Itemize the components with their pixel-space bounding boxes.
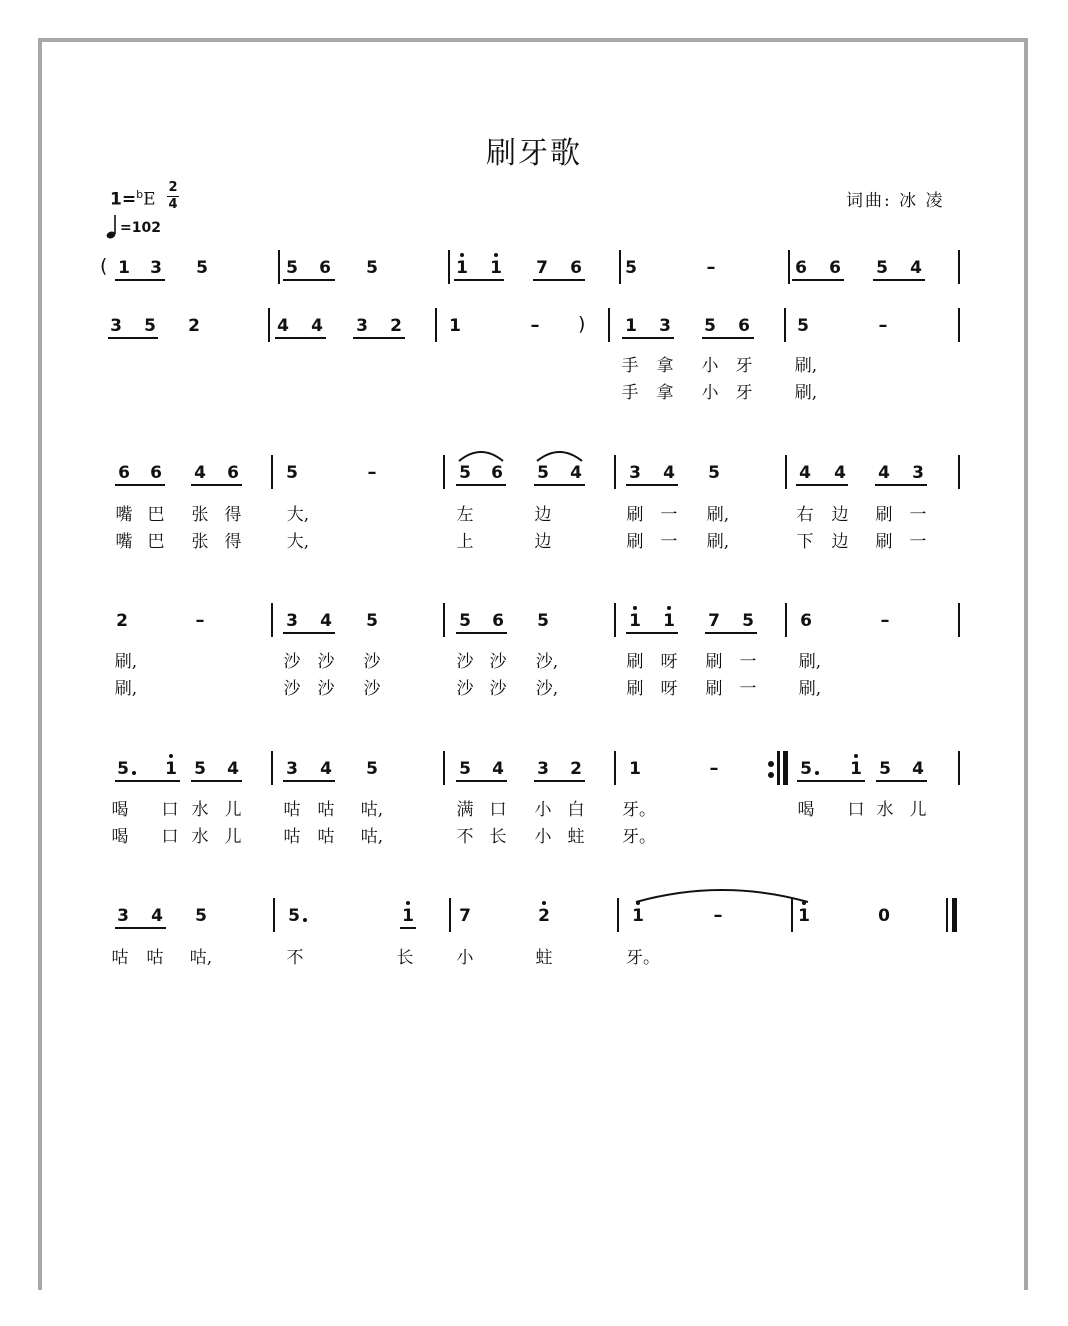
note: 4: [912, 759, 924, 779]
barline: [958, 603, 960, 637]
lyric: 刷,: [706, 505, 730, 525]
lyric: 沙: [317, 679, 335, 699]
lyric: 咕,: [189, 948, 213, 968]
beam-underline: [796, 484, 848, 486]
lyric: 刷: [626, 679, 644, 699]
lyric: 沙: [489, 679, 507, 699]
lyric: 刷: [626, 505, 644, 525]
high-octave-dot: [667, 606, 671, 610]
note: 5: [742, 611, 754, 631]
lyric: 沙: [489, 652, 507, 672]
lyric: 儿: [224, 827, 242, 847]
lyric: 刷: [875, 505, 893, 525]
lyric: 刷: [626, 652, 644, 672]
barline: [958, 455, 960, 489]
lyric: 右: [796, 505, 814, 525]
barline: [608, 308, 610, 342]
lyric: 边: [831, 505, 849, 525]
lyric: 小: [534, 827, 552, 847]
time-signature: [166, 180, 180, 213]
note: 1: [663, 611, 675, 631]
note: 5: [288, 906, 300, 926]
lyric: 下: [796, 532, 814, 552]
time-signature-top: 2: [168, 180, 178, 195]
note: 7: [708, 611, 720, 631]
note: 3: [150, 258, 162, 278]
barline: [448, 250, 450, 284]
beam-underline: [533, 279, 585, 281]
note: 6: [319, 258, 331, 278]
repeat-end-barline-icon: [777, 751, 780, 785]
lyric: 拿: [656, 383, 674, 403]
note: 4: [663, 463, 675, 483]
lyric: 刷,: [794, 356, 818, 376]
barline: [271, 603, 273, 637]
note: 5: [366, 759, 378, 779]
lyric: 咕,: [360, 827, 384, 847]
beam-underline: [275, 337, 326, 339]
time-signature-bottom: 4: [168, 197, 178, 212]
note: 2: [188, 316, 200, 336]
lyric: 一: [660, 505, 678, 525]
barline: [614, 603, 616, 637]
note: 6: [829, 258, 841, 278]
lyric: 刷: [705, 679, 723, 699]
barline: [784, 308, 786, 342]
lyric: 一: [909, 532, 927, 552]
lyric: 张: [191, 532, 209, 552]
lyric: 刷,: [114, 679, 138, 699]
note: 4: [878, 463, 890, 483]
note: 6: [492, 611, 504, 631]
note: 5: [459, 463, 471, 483]
note: 4: [194, 463, 206, 483]
lyric: 大,: [286, 505, 310, 525]
lyric: 小: [701, 383, 719, 403]
beam-underline: [115, 780, 180, 782]
sustain-dash: –: [530, 315, 540, 336]
lyric: 小: [534, 800, 552, 820]
beam-underline: [875, 484, 927, 486]
barline: [449, 898, 451, 932]
note: 7: [459, 906, 471, 926]
high-octave-dot: [460, 253, 464, 257]
final-barline-icon: [946, 898, 948, 932]
beam-underline: [454, 279, 504, 281]
note: 2: [116, 611, 128, 631]
lyric: 牙: [735, 383, 753, 403]
note: 5: [800, 759, 812, 779]
note: 5: [194, 759, 206, 779]
lyric: 嘴: [115, 532, 133, 552]
lyric: 左: [456, 505, 474, 525]
note: 1: [625, 316, 637, 336]
beam-underline: [353, 337, 405, 339]
tempo-value: =102: [120, 220, 161, 236]
note: 0: [878, 906, 890, 926]
note: 4: [834, 463, 846, 483]
barline: [958, 250, 960, 284]
lyric: 水: [876, 800, 894, 820]
beam-underline: [534, 780, 585, 782]
lyric: 边: [534, 532, 552, 552]
note: 3: [659, 316, 671, 336]
barline: [443, 455, 445, 489]
repeat-dot: [768, 772, 774, 778]
note: 3: [629, 463, 641, 483]
note: 1: [629, 611, 641, 631]
augmentation-dot: [132, 771, 136, 775]
note: 1: [449, 316, 461, 336]
lyric: 咕: [283, 800, 301, 820]
beam-underline: [191, 484, 242, 486]
lyric: 呀: [660, 679, 678, 699]
note: 5: [797, 316, 809, 336]
beam-underline: [283, 632, 335, 634]
beam-underline: [283, 279, 335, 281]
note: 1: [490, 258, 502, 278]
note: 4: [492, 759, 504, 779]
note: 6: [150, 463, 162, 483]
beam-underline: [115, 279, 165, 281]
lyric: 刷,: [798, 652, 822, 672]
note: 5: [459, 611, 471, 631]
note: 3: [356, 316, 368, 336]
lyric: 牙。: [622, 800, 656, 820]
lyric: 咕: [317, 827, 335, 847]
close-parenthesis: ): [578, 313, 586, 335]
lyric: 蛀: [535, 948, 553, 968]
note: 5: [879, 759, 891, 779]
note: 5: [704, 316, 716, 336]
note: 5: [286, 463, 298, 483]
note: 4: [311, 316, 323, 336]
note: 4: [320, 759, 332, 779]
lyric: 刷: [705, 652, 723, 672]
note: 5: [366, 611, 378, 631]
note: 1: [456, 258, 468, 278]
lyric: 口: [161, 827, 179, 847]
note: 5: [708, 463, 720, 483]
barline: [785, 455, 787, 489]
lyric: 牙: [735, 356, 753, 376]
barline: [614, 751, 616, 785]
beam-underline: [792, 279, 844, 281]
barline: [958, 308, 960, 342]
lyric: 一: [739, 652, 757, 672]
lyric: 小: [701, 356, 719, 376]
high-octave-dot: [406, 901, 410, 905]
barline: [271, 455, 273, 489]
lyric: 沙: [363, 679, 381, 699]
lyric: 呀: [660, 652, 678, 672]
lyric: 不: [286, 948, 304, 968]
beam-underline: [456, 780, 507, 782]
lyric: 刷,: [798, 679, 822, 699]
lyric: 沙,: [535, 652, 559, 672]
barline: [443, 751, 445, 785]
note: 5: [195, 906, 207, 926]
beam-underline: [456, 484, 506, 486]
barline: [268, 308, 270, 342]
beam-underline: [115, 927, 166, 929]
lyric: 蛀: [567, 827, 585, 847]
note: 3: [286, 611, 298, 631]
barline: [435, 308, 437, 342]
note: 4: [910, 258, 922, 278]
lyric: 咕: [111, 948, 129, 968]
sustain-dash: –: [878, 315, 888, 336]
key-tonic: E: [143, 189, 156, 210]
beam-underline: [283, 780, 335, 782]
note: 6: [570, 258, 582, 278]
lyric: 沙: [317, 652, 335, 672]
note: 1: [850, 759, 862, 779]
note: 2: [570, 759, 582, 779]
note: 1: [632, 906, 644, 926]
note: 1: [629, 759, 641, 779]
beam-underline: [534, 484, 585, 486]
note: 2: [390, 316, 402, 336]
lyric: 刷: [875, 532, 893, 552]
composer-credit: 词曲: 冰 凌: [846, 191, 945, 211]
key-signature: [110, 188, 155, 210]
lyric: 沙: [283, 652, 301, 672]
note: 4: [320, 611, 332, 631]
note: 5: [876, 258, 888, 278]
barline: [443, 603, 445, 637]
lyric: 白: [567, 800, 585, 820]
note: 5: [144, 316, 156, 336]
lyric: 长: [396, 948, 414, 968]
note: 6: [795, 258, 807, 278]
note: 5: [537, 463, 549, 483]
note: 6: [491, 463, 503, 483]
lyric: 边: [534, 505, 552, 525]
final-barline-thick: [952, 898, 957, 932]
beam-underline: [626, 632, 678, 634]
lyric: 沙: [456, 652, 474, 672]
sustain-dash: –: [709, 758, 719, 779]
lyric: 口: [489, 800, 507, 820]
quarter-note-icon: [106, 214, 120, 240]
beam-underline: [876, 780, 927, 782]
slur-arc: [634, 884, 810, 904]
note: 5: [117, 759, 129, 779]
lyric: 水: [191, 800, 209, 820]
lyric: 嘴: [115, 505, 133, 525]
note: 4: [151, 906, 163, 926]
note: 4: [799, 463, 811, 483]
note: 3: [117, 906, 129, 926]
lyric: 张: [191, 505, 209, 525]
beam-underline: [456, 632, 507, 634]
note: 1: [165, 759, 177, 779]
lyric: 刷,: [706, 532, 730, 552]
lyric: 儿: [909, 800, 927, 820]
note: 3: [110, 316, 122, 336]
open-parenthesis: (: [100, 255, 108, 277]
note: 2: [538, 906, 550, 926]
barline: [614, 455, 616, 489]
tie-arc: [457, 447, 505, 463]
note: 5: [459, 759, 471, 779]
lyric: 一: [739, 679, 757, 699]
song-title: 刷牙歌: [486, 136, 582, 171]
lyric: 沙,: [535, 679, 559, 699]
sustain-dash: –: [880, 610, 890, 631]
lyric: 得: [224, 532, 242, 552]
note: 6: [800, 611, 812, 631]
tie-arc: [535, 447, 584, 463]
lyric: 小: [456, 948, 474, 968]
sustain-dash: –: [367, 462, 377, 483]
repeat-end-barline-thick: [783, 751, 788, 785]
lyric: 咕: [146, 948, 164, 968]
lyric: 一: [660, 532, 678, 552]
lyric: 边: [831, 532, 849, 552]
tempo-marking: [106, 214, 161, 244]
lyric: 口: [161, 800, 179, 820]
note: 6: [738, 316, 750, 336]
lyric: 喝: [797, 800, 815, 820]
lyric: 儿: [224, 800, 242, 820]
barline: [958, 751, 960, 785]
note: 4: [277, 316, 289, 336]
dot: [542, 901, 546, 905]
high-octave-dot: [633, 606, 637, 610]
note: 7: [536, 258, 548, 278]
lyric: 沙: [456, 679, 474, 699]
lyric: 不: [456, 827, 474, 847]
lyric: 手: [621, 383, 639, 403]
barline: [273, 898, 275, 932]
barline: [278, 250, 280, 284]
beam-underline: [108, 337, 158, 339]
sustain-dash: –: [706, 257, 716, 278]
note: 6: [118, 463, 130, 483]
barline: [619, 250, 621, 284]
barline: [788, 250, 790, 284]
note: 3: [286, 759, 298, 779]
augmentation-dot: [815, 771, 819, 775]
lyric: 喝: [111, 800, 129, 820]
note: 5: [286, 258, 298, 278]
lyric: 上: [456, 532, 474, 552]
beam-underline: [622, 337, 674, 339]
lyric: 巴: [147, 532, 165, 552]
beam-underline: [873, 279, 925, 281]
lyric: 刷,: [114, 652, 138, 672]
beam-underline: [626, 484, 678, 486]
beam-underline: [191, 780, 242, 782]
key-prefix: 1=: [110, 189, 137, 210]
note: 5: [625, 258, 637, 278]
lyric: 喝: [111, 827, 129, 847]
lyric: 牙。: [622, 827, 656, 847]
high-octave-dot: [494, 253, 498, 257]
lyric: 牙。: [626, 948, 660, 968]
note: 4: [570, 463, 582, 483]
note: 5: [196, 258, 208, 278]
lyric: 水: [191, 827, 209, 847]
barline: [785, 603, 787, 637]
lyric: 长: [489, 827, 507, 847]
note: 4: [227, 759, 239, 779]
lyric: 拿: [656, 356, 674, 376]
note: 1: [118, 258, 130, 278]
lyric: 刷: [626, 532, 644, 552]
note: 1: [798, 906, 810, 926]
sustain-dash: –: [195, 610, 205, 631]
beam-underline: [702, 337, 754, 339]
note: 1: [402, 906, 414, 926]
lyric: 得: [224, 505, 242, 525]
augmentation-dot: [303, 918, 307, 922]
lyric: 咕: [317, 800, 335, 820]
beam-underline: [705, 632, 757, 634]
note: 3: [537, 759, 549, 779]
lyric: 刷,: [794, 383, 818, 403]
high-octave-dot: [854, 754, 858, 758]
repeat-dot: [768, 761, 774, 767]
beam-underline: [400, 927, 416, 929]
lyric: 一: [909, 505, 927, 525]
beam-underline: [797, 780, 865, 782]
lyric: 咕: [283, 827, 301, 847]
lyric: 满: [456, 800, 474, 820]
barline: [617, 898, 619, 932]
note: 6: [227, 463, 239, 483]
lyric: 口: [847, 800, 865, 820]
note: 5: [537, 611, 549, 631]
sustain-dash: –: [713, 905, 723, 926]
lyric: 沙: [363, 652, 381, 672]
note: 5: [366, 258, 378, 278]
lyric: 大,: [286, 532, 310, 552]
high-octave-dot: [169, 754, 173, 758]
note: 3: [912, 463, 924, 483]
flat-sign: b: [136, 188, 144, 201]
lyric: 手: [621, 356, 639, 376]
barline: [271, 751, 273, 785]
lyric: 咕,: [360, 800, 384, 820]
beam-underline: [115, 484, 165, 486]
lyric: 沙: [283, 679, 301, 699]
lyric: 巴: [147, 505, 165, 525]
